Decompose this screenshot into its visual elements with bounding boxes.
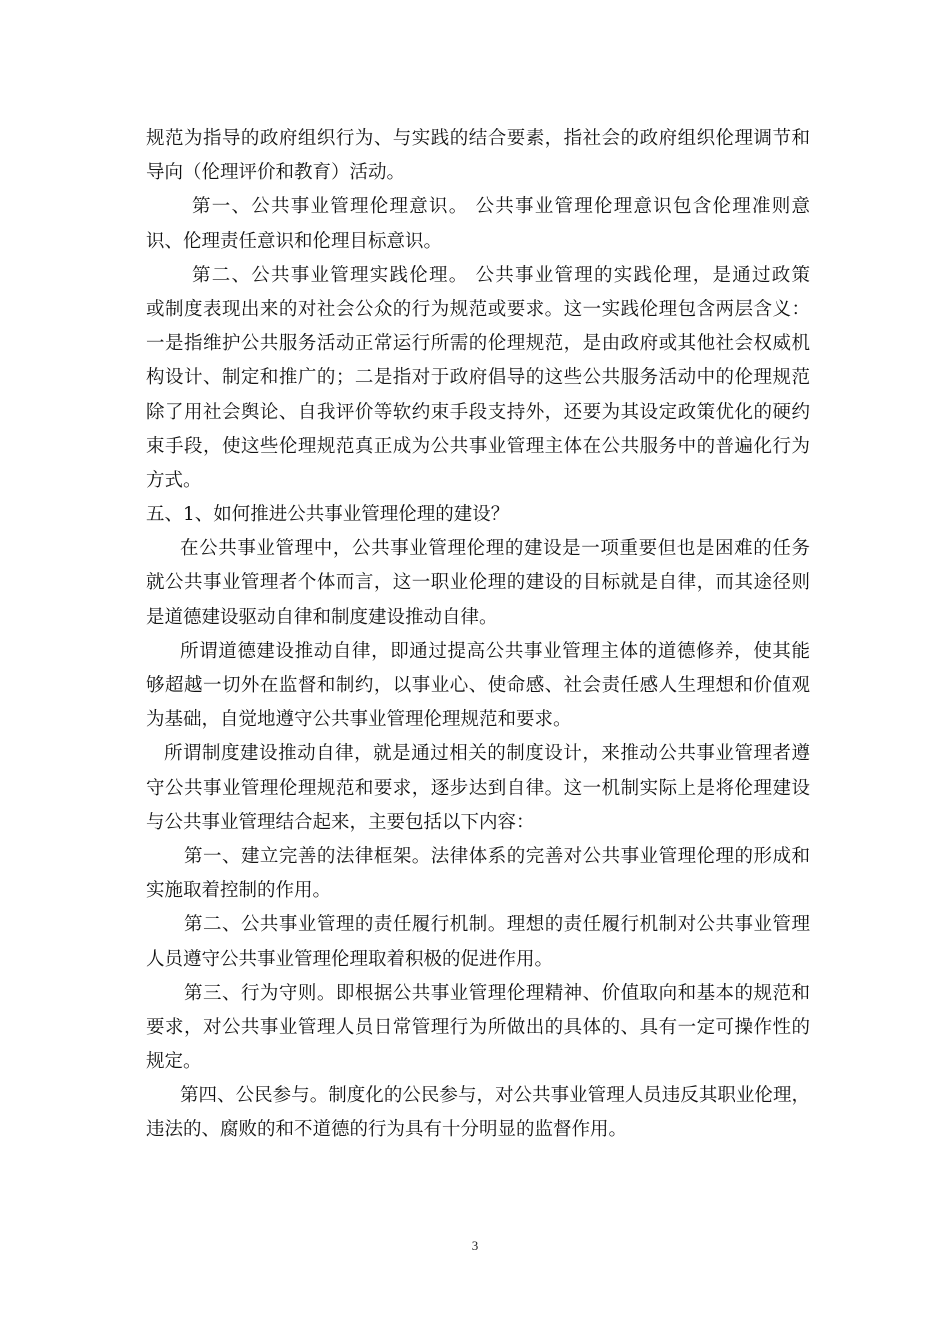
paragraph-first-line: 第四、公民参与。制度化的公民参与，对公共事业管理人员违反其职业伦理， bbox=[180, 1085, 810, 1107]
page-number: 3 bbox=[471, 1238, 479, 1253]
text-line: 方式。 bbox=[146, 469, 202, 491]
text-line: 除了用社会舆论、自我评价等软约束手段支持外，还要为其设定政策优化的硬约 bbox=[146, 401, 810, 423]
paragraph-first-line: 第二、公共事业管理的责任履行机制。理想的责任履行机制对公共事业管理 bbox=[184, 914, 810, 936]
paragraph-first-line: 第三、行为守则。即根据公共事业管理伦理精神、价值取向和基本的规范和 bbox=[184, 982, 810, 1004]
text-line: 规定。 bbox=[146, 1051, 202, 1073]
text-line: 构设计、制定和推广的；二是指对于政府倡导的这些公共服务活动中的伦理规范 bbox=[146, 367, 810, 389]
paragraph-first-line: 所谓制度建设推动自律，就是通过相关的制度设计，来推动公共事业管理者遵 bbox=[164, 743, 810, 765]
body-text bbox=[146, 122, 810, 1148]
text-line: 是道德建设驱动自律和制度建设推动自律。 bbox=[146, 606, 498, 628]
text-line: 规范为指导的政府组织行为、与实践的结合要素，指社会的政府组织伦理调节和 bbox=[146, 128, 810, 149]
text-line: 守公共事业管理伦理规范和要求，逐步达到自律。这一机制实际上是将伦理建设 bbox=[146, 777, 810, 799]
paragraph-first-line: 第一、公共事业管理伦理意识。 公共事业管理伦理意识包含伦理准则意 bbox=[192, 196, 810, 218]
text-line: 人员遵守公共事业管理伦理取着积极的促进作用。 bbox=[146, 948, 554, 970]
text-line: 够超越一切外在监督和制约，以事业心、使命感、社会责任感人生理想和价值观 bbox=[146, 675, 810, 696]
paragraph-first-line: 第二、公共事业管理实践伦理。 公共事业管理的实践伦理，是通过政策 bbox=[192, 264, 810, 286]
text-line: 一是指维护公共服务活动正常运行所需的伦理规范，是由政府或其他社会权威机 bbox=[146, 333, 810, 355]
text-line: 识、伦理责任意识和伦理目标意识。 bbox=[146, 230, 443, 252]
text-line: 要求，对公共事业管理人员日常管理行为所做出的具体的、具有一定可操作性的 bbox=[146, 1016, 810, 1038]
text-line: 为基础，自觉地遵守公共事业管理伦理规范和要求。 bbox=[146, 709, 572, 731]
paragraph-first-line: 第一、建立完善的法律框架。法律体系的完善对公共事业管理伦理的形成和 bbox=[184, 845, 810, 867]
paragraph-first-line: 所谓道德建设推动自律，即通过提高公共事业管理主体的道德修养，使其能 bbox=[180, 640, 810, 662]
text-line: 或制度表现出来的对社会公众的行为规范或要求。这一实践伦理包含两层含义： bbox=[146, 298, 810, 320]
text-line: 束手段，使这些伦理规范真正成为公共事业管理主体在公共服务中的普遍化行为 bbox=[146, 435, 810, 457]
section-heading: 五、1、如何推进公共事业管理伦理的建设？ bbox=[146, 504, 510, 526]
text-line: 实施取着控制的作用。 bbox=[146, 880, 332, 902]
text-line: 导向（伦理评价和教育）活动。 bbox=[146, 162, 406, 184]
text-line: 违法的、腐败的和不道德的行为具有十分明显的监督作用。 bbox=[146, 1119, 628, 1141]
text-line: 与公共事业管理结合起来，主要包括以下内容： bbox=[146, 811, 535, 833]
text-line: 就公共事业管理者个体而言，这一职业伦理的建设的目标就是自律，而其途径则 bbox=[146, 572, 810, 594]
paragraph-first-line: 在公共事业管理中，公共事业管理伦理的建设是一项重要但也是困难的任务 bbox=[180, 538, 810, 560]
